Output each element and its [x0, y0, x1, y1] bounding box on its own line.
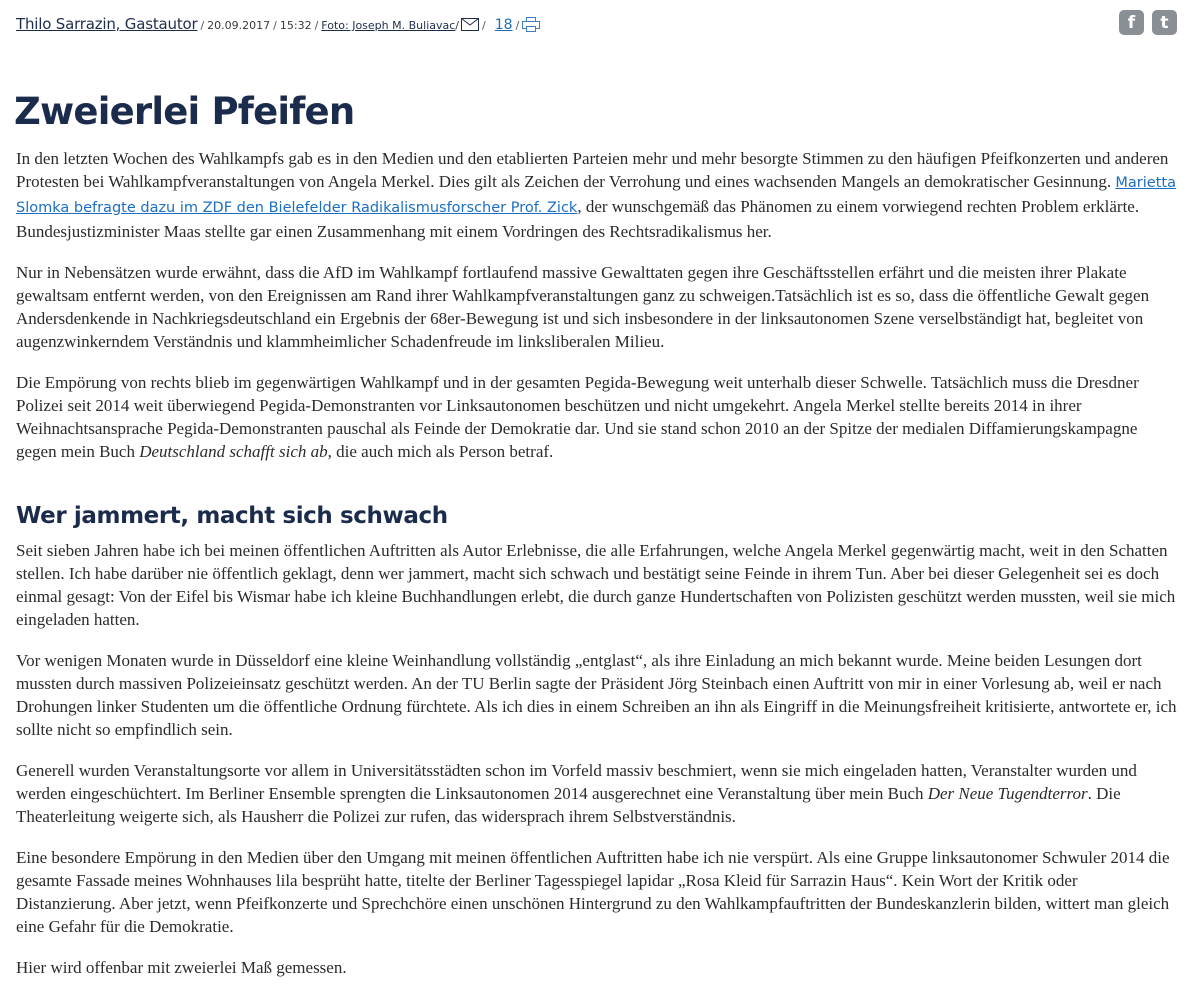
paragraph: Hier wird offenbar mit zweierlei Maß gemessen. [16, 958, 347, 977]
paragraph: Seit sieben Jahren habe ich bei meinen öffentlichen Auftritten als Autor Erlebnisse, die alle Erfahrungen, welche Angela Merkel gegenwärtig macht, weit in den Schatten stellen. Ich habe darüber nie öffentlich geklagt, denn wer jammert, macht sich schwach und bestätigt seine Feinde in ihrem Tun. Aber bei dieser Gelegenheit sei es doch einmal gesagt: Von der Eifel bis Wismar habe ich kleine Buchhandlungen erlebt, die durch ganze Hundertschaften von Polizisten geschützt werden mussten, weil sie mich eingeladen hatten. [16, 541, 1176, 629]
paragraph: Vor wenigen Monaten wurde in Düsseldorf eine kleine Weinhandlung vollständig „entglast“, als ihre Einladung an mich bekannt wurde. Meine beiden Lesungen dort mussten durch massiven Polizeieinsatz geschützt werden. An der TU Berlin sagte der Präsident Jörg Steinbach einen Auftritt von mir in einer Vorlesung ab, weil er nach Drohungen linker Studenten um die öffentliche Ordnung fürchtete. Als ich dies in einem Schreiben an ihn als Eingriff in die Meinungsfreiheit kritisierte, antwortete er, ich sollte nicht so empfindlich sein. [16, 651, 1177, 739]
paragraph: In den letzten Wochen des Wahlkampfs gab es in den Medien und den etablierten Parteien mehr und mehr besorgte Stimmen zu den häufigen Pfeifkonzerten und anderen Protesten bei Wahlkampfveranstaltungen von Angela Merkel. Dies gilt als Zeichen der Verrohung und eines wachsenden Mangels an demokratischer Gesinnung. Marietta Slomka befragte dazu im ZDF den Bielefelder Radikalismusforscher Prof. Zick, der wunschgemäß das Phänomen zu einem vorwiegend rechten Problem erklärte. Bundesjustizminister Maas stellte gar einen Zusammenhang mit einem Vordringen des Rechtsradikalismus her. [16, 149, 1176, 241]
publish-date: 20.09.2017 [207, 19, 271, 32]
comment-count-link[interactable]: 18 [494, 17, 513, 33]
separator: / [200, 19, 205, 32]
mail-icon[interactable] [461, 18, 479, 31]
paragraph: Die Empörung von rechts blieb im gegenwärtigen Wahlkampf und in der gesamten Pegida-Bewegung weit unterhalb dieser Schwelle. Tatsächlich muss die Dresdner Polizei seit 2014 weit überwiegend Pegida-Demonstranten vor Linksautonomen beschützen und nicht umgekehrt. Angela Merkel stellte bereits 2014 in ihrer Weihnachtsansprache Pegida-Demonstranten pauschal als Feinde der Demokratie dar. Und sie stand schon 2010 an der Spitze der medialen Diffamierungskampagne gegen mein Buch Deutschland schafft sich ab, die auch mich als Person betraf. [16, 373, 1139, 461]
social-share-bar [1119, 10, 1177, 35]
photo-credit-link[interactable]: Foto: Joseph M. Buliavac [321, 19, 456, 32]
article-body [16, 147, 1178, 997]
separator: / [314, 19, 319, 32]
publish-time: 15:32 [279, 19, 312, 32]
paragraph: Eine besondere Empörung in den Medien über den Umgang mit meinen öffentlichen Auftritten habe ich nie verspürt. Als eine Gruppe linksautonomer Schwuler 2014 die gesamte Fassade meines Wohnhauses lila besprüht hatte, titelte der Berliner Tagesspiegel lapidar „Rosa Kleid für Sarrazin Haus“. Kein Wort der Kritik oder Distanzierung. Aber jetzt, wenn Pfeifkonzerte und Sprechchöre einen unschönen Hintergrund zu den Wahlkampfauftritten der Bundeskanzlerin bilden, wittert man gleich eine Gefahr für die Demokratie. [16, 848, 1170, 936]
separator: / [515, 19, 520, 32]
paragraph: Nur in Nebensätzen wurde erwähnt, dass die AfD im Wahlkampf fortlaufend massive Gewalttaten gegen ihre Geschäftsstellen erfährt und die meisten ihrer Plakate gewaltsam entfernt werden, von den Ereignissen am Rand ihrer Wahlkampfveranstaltungen ganz zu schweigen.Tatsächlich ist es so, dass die öffentliche Gewalt gegen Andersdenkende in Nachkriegsdeutschland ein Ergebnis der 68er-Bewegung ist und sich insbesondere in der linksautonomen Szene verselbständigt hat, begleitet von augenzwinkerndem Verständnis und klammheimlicher Schadenfreude im linksliberalen Milieu. [16, 263, 1150, 351]
section-heading: Wer jammert, macht sich schwach [16, 503, 448, 529]
paragraph: Generell wurden Veranstaltungsorte vor allem in Universitätsstädten schon im Vorfeld massiv beschmiert, wenn sie mich eingeladen hatten, Veranstalter wurden und werden eingeschüchtert. Im Berliner Ensemble sprengten die Linksautonomen 2014 ausgerechnet eine Veranstaltung über mein Buch Der Neue Tugendterror. Die Theaterleitung weigerte sich, als Hausherr die Polizei zur rufen, das widersprach ihrem Selbstverständnis. [16, 761, 1137, 826]
article-title: Zweierlei Pfeifen [14, 90, 355, 133]
separator: / [482, 19, 486, 32]
article-meta [16, 14, 540, 33]
facebook-icon[interactable]: f [1119, 10, 1144, 35]
separator: / [273, 19, 277, 32]
zdf-interview-link[interactable]: Marietta Slomka befragte dazu im ZDF den Bielefelder Radikalismusforscher Prof. Zick [16, 175, 1176, 216]
print-icon[interactable] [522, 17, 540, 32]
twitter-icon[interactable]: t [1152, 10, 1177, 35]
author-link[interactable]: Thilo Sarrazin, Gastautor [16, 15, 198, 33]
separator: / [455, 19, 460, 32]
